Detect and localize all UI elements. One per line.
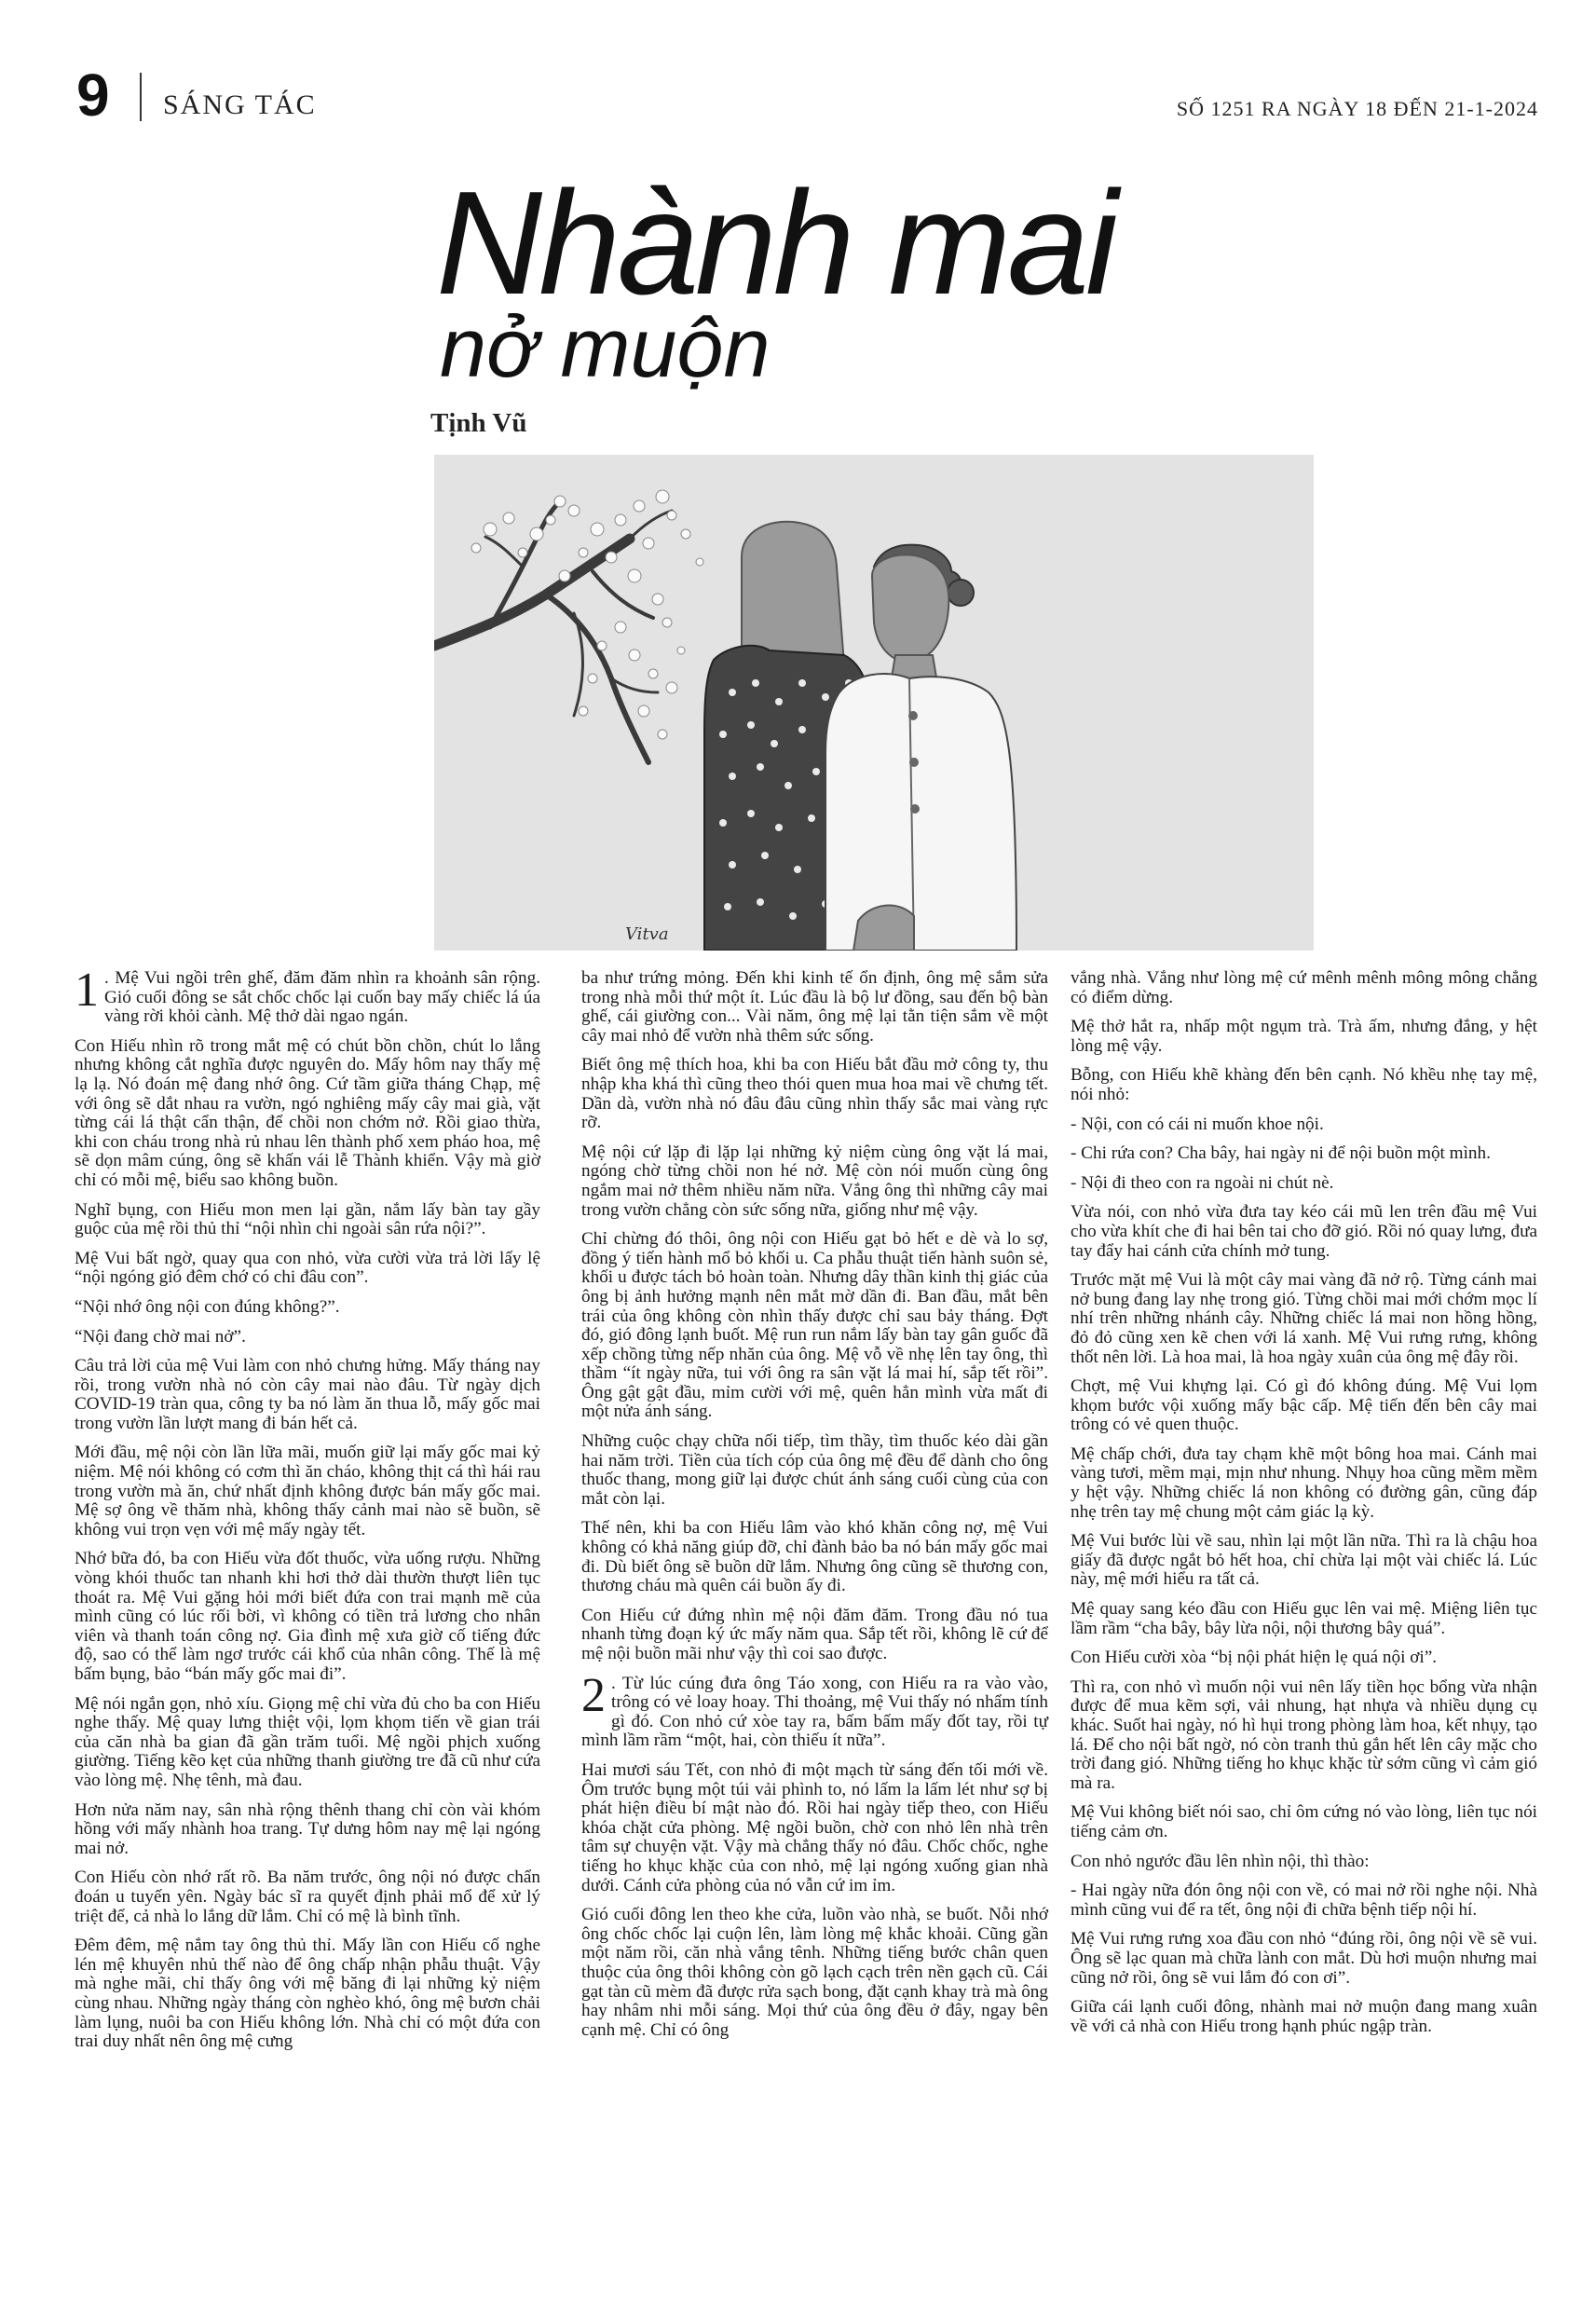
paragraph: Bỗng, con Hiếu khẽ khàng đến bên cạnh. Nó khều nhẹ tay mệ, nói nhỏ: [1071, 1065, 1537, 1104]
paragraph: Mệ Vui bất ngờ, quay qua con nhỏ, vừa cười vừa trả lời lấy lệ “nội ngóng gió đêm chớ có chi đâu con”. [75, 1248, 540, 1288]
paragraph: Hơn nửa năm nay, sân nhà rộng thênh thang chỉ còn vài khóm hồng với mấy nhành hoa trang. Tự dưng hôm nay mệ lại ngóng mai nở. [75, 1799, 540, 1858]
paragraph: Giữa cái lạnh cuối đông, nhành mai nở muộn đang mang xuân về với cả nhà con Hiếu trong hạnh phúc ngập tràn. [1071, 1997, 1537, 2036]
paragraph: Con Hiếu còn nhớ rất rõ. Ba năm trước, ông nội nó được chẩn đoán u tuyến yên. Ngày bác sĩ ra quyết định phải mổ để xử lý triệt để, cả nhà lo lắng dữ lắm. Chỉ có mệ là bình tĩnh. [75, 1867, 540, 1926]
paragraph: Câu trả lời của mệ Vui làm con nhỏ chưng hửng. Mấy tháng nay rồi, trong vườn nhà nó còn cây mai nào đâu. Từ ngày dịch COVID-19 tràn qua, công ty ba nó làm ăn thua lỗ, mấy gốc mai trong vườn lần lượt mang đi bán hết cả. [75, 1356, 540, 1433]
paragraph: Con Hiếu nhìn rõ trong mắt mệ có chút bồn chồn, chút lo lắng nhưng không cắt nghĩa được nguyên do. Mấy hôm nay thấy mệ lạ lạ. Nó đoán mệ đang nhớ ông. Cứ tầm giữa tháng Chạp, mệ với ông sẽ dắt nhau ra vườn, ngó nghiêng mấy cây mai già, vặt từng cái lá thật cẩn thận, để chồi non chớm nở. Rồi giao thừa, khi con cháu trong nhà rủ nhau lên thành phố xem pháo hoa, mệ sẽ dọn mâm cúng, ông sẽ khấn vái lễ Thành khiển. Vậy mà giờ chỉ có mỗi mệ, biểu sao không buồn. [75, 1035, 540, 1190]
paragraph: Con Hiếu cười xòa “bị nội phát hiện lẹ quá nội ơi”. [1071, 1648, 1438, 1668]
article-title-line1: Nhành mai [436, 161, 1115, 325]
paragraph: - Chi rứa con? Cha bây, hai ngày ni để nội buồn một mình. [1071, 1143, 1491, 1164]
paragraph: Mệ Vui rưng rưng xoa đầu con nhỏ “đúng rồi, ông nội về sẽ vui. Ông sẽ lạc quan mà chữa lành con mắt. Dù hơi muộn nhưng mai cũng nở rồi, ông sẽ vui lắm đó con ơi”. [1071, 1929, 1537, 1988]
paragraph: Vừa nói, con nhỏ vừa đưa tay kéo cái mũ len trên đầu mệ Vui cho vừa khít che đi hai bên tai cho đỡ gió. Rồi nó quay lưng, đưa tay đẩy hai cánh cửa chính mở tung. [1071, 1202, 1537, 1261]
paragraph: Nhớ bữa đó, ba con Hiếu vừa đốt thuốc, vừa uống rượu. Những vòng khói thuốc tan nhanh khi hơi thở dài thườn thượt liên tục thoát ra. Mệ Vui gặng hỏi mới biết đứa con trai mạnh mẽ của mình cũng có lúc rối bời, vì không có tiền trả lương cho nhân viên và thanh toán công nợ. Gia đình mệ xưa giờ cố tiếng đức độ, sao có thể làm ngơ trước cái khổ của nhân công. Thế là mệ bấm bụng, bảo “bán mấy gốc mai đi”. [75, 1549, 540, 1684]
paragraph: Gió cuối đông len theo khe cửa, luồn vào nhà, se buốt. Nỗi nhớ ông chốc chốc lại cuộn lên, làm lòng mệ khắc khoải. Cũng gần một năm rồi, căn nhà vắng tênh. Những tiếng bước chân quen thuộc của ông thôi không còn gõ lạch cạch trên nền gạch cũ. Cái gạt tàn cũ mèm đã được rửa sạch bong, đặt cạnh khay trà mà ông hay nhâm nhi mỗi sáng. Mọi thứ của ông đều ở đây, ngay bên cạnh mệ. Chỉ có ông [581, 1905, 1048, 2040]
paragraph: Con Hiếu cứ đứng nhìn mệ nội đăm đăm. Trong đầu nó tua nhanh từng đoạn ký ức mấy năm qua. Sắp tết rồi, không lẽ cứ để mệ nội buồn mãi như vậy thì coi sao được. [581, 1605, 1048, 1663]
paragraph: Mệ Vui không biết nói sao, chỉ ôm cứng nó vào lòng, liên tục nói tiếng cảm ơn. [1071, 1802, 1537, 1841]
paragraph: Hai mươi sáu Tết, con nhỏ đi một mạch từ sáng đến tối mới về. Ôm trước bụng một túi vải phình to, nó lấm la lấm lét như sợ bị phát hiện điều bí mật nào đó. Rồi hai ngày tiếp theo, con Hiếu khóa chặt cửa phòng. Mệ ngồi buồn, chờ con nhỏ lên nhà trên tâm sự chuyện vặt. Vậy mà chẳng thấy nó đâu. Chốc chốc, nghe tiếng ho khục khặc của con nhỏ, mệ lại ngóng xuống gian nhà dưới. Cánh cửa phòng của nó vẫn cứ im ỉm. [581, 1759, 1048, 1895]
article-column-3 [1071, 969, 1537, 2046]
section-name: SÁNG TÁC [163, 89, 317, 120]
section-dropcap: 1 [75, 964, 99, 1017]
paragraph: vắng nhà. Vắng như lòng mệ cứ mênh mênh mông mông chẳng có điểm dừng. [1071, 968, 1537, 1007]
paragraph: Đêm đêm, mệ nắm tay ông thủ thỉ. Mấy lần con Hiếu cố nghe lén mệ khuyên nhủ thế nào để ông chấp nhận phẫu thuật. Vậy mà nghe mãi, chỉ thấy ông với mệ băng đi lại những kỷ niệm cùng nhau. Những ngày tháng còn nghèo khó, ông mệ bươn chải làm lụng, nuôi ba con Hiếu không lớn. Nhà chỉ có một đứa con trai duy nhất nên ông mệ cưng [75, 1936, 540, 2052]
paragraph: Mệ thở hắt ra, nhấp một ngụm trà. Trà ấm, nhưng đắng, y hệt lòng mệ vậy. [1071, 1017, 1537, 1056]
issue-info: SỐ 1251 RA NGÀY 18 ĐẾN 21-1-2024 [1176, 97, 1538, 120]
article-title-line2: nở muộn [440, 302, 771, 395]
paragraph: Mệ Vui bước lùi về sau, nhìn lại một lần nữa. Thì ra là chậu hoa giấy đã được ngắt bỏ hết hoa, chỉ chừa lại một vài chiếc lá. Lúc này, mệ mới hiểu ra tất cả. [1071, 1531, 1537, 1590]
article-column-2 [581, 969, 1048, 2050]
paragraph: Mệ nội cứ lặp đi lặp lại những kỷ niệm cùng ông vặt lá mai, ngóng chờ từng chồi non hé nở. Mệ còn nói muốn cùng ông ngắm mai nở thêm nhiều năm nữa. Vắng ông thì những cây mai trong vườn chẳng còn sức sống nữa, giống như mệ vậy. [581, 1142, 1048, 1220]
paragraph: 1 . Mệ Vui ngồi trên ghế, đăm đăm nhìn ra khoảnh sân rộng. Gió cuối đông se sắt chốc chốc lại cuốn bay mấy chiếc lá úa vàng rời khỏi cành. Mệ thở dài ngao ngán. [75, 964, 540, 1027]
section-dropcap: 2 [581, 1668, 606, 1722]
paragraph: Mới đầu, mệ nội còn lần lữa mãi, muốn giữ lại mấy gốc mai kỷ niệm. Mệ nói không có cơm thì ăn cháo, không thịt cá thì hái rau trong vườn mà ăn, chứ nhất định không được bán mấy gốc mai. Mệ sợ ông về thăm nhà, không thấy cảnh mai nào sẽ buồn, sẽ không vui trọn vẹn với mệ mấy ngày tết. [75, 1443, 540, 1539]
article-author: Tịnh Vũ [430, 408, 527, 438]
paragraph: “Nội đang chờ mai nở”. [75, 1326, 246, 1347]
paragraph: ba như trứng mỏng. Đến khi kinh tế ổn định, ông mệ sắm sửa trong nhà mỗi thứ một ít. Lúc đầu là bộ lư đồng, sau đến bộ bàn ghế, cái giường con... Vài năm, ông mệ lại tằn tiện sắm về một cây mai nhỏ để vườn nhà thêm sức sống. [581, 968, 1048, 1046]
paragraph: Nghĩ bụng, con Hiếu mon men lại gần, nắm lấy bàn tay gầy guộc của mệ rồi thủ thỉ “nội nhìn chi ngoài sân rứa nội?”. [75, 1199, 540, 1239]
paragraph: Chỉ chừng đó thôi, ông nội con Hiếu gạt bỏ hết e dè và lo sợ, đồng ý tiến hành mổ bỏ khối u. Ca phẫu thuật tiến hành suôn sẻ, khối u được tách bỏ hoàn toàn. Nhưng dây thần kinh thị giác của ông bị ảnh hưởng mạnh nên mắt mờ dần đi. Ban đầu, mắt bên trái của ông không còn nhìn thấy được chỉ sau bảy tháng. Đợt đó, gió đông lạnh buốt. Mệ run run nắm lấy bàn tay gân guốc đã xếp chồng từng nếp nhăn của ông. Mệ vỗ về nhẹ lên tay ông, thì thầm “ít ngày nữa, tui với ông ra sân vặt lá mai hí, sắp tết rồi”. Ông gật gật đầu, mỉm cười với mệ, quên hẳn mình vừa mất đi một nửa ánh sáng. [581, 1229, 1048, 1422]
paragraph: Thì ra, con nhỏ vì muốn nội vui nên lấy tiền học bổng vừa nhận được để mua kẽm sợi, vải nhung, hạt nhựa và nhiều dụng cụ khác. Suốt hai ngày, nó hì hụi trong phòng làm hoa, kết nhụy, tạo lá. Để cho nội bất ngờ, nó còn tranh thủ gắn hết lên cây mặc cho trời đang gió. Những tiếng ho khục khặc từ sớm cũng vì cảm gió mà ra. [1071, 1676, 1537, 1793]
paragraph: Trước mặt mệ Vui là một cây mai vàng đã nở rộ. Từng cánh mai nở bung đang lay nhẹ trong gió. Từng chồi mai mới chớm mọc lí nhí trên những nhánh cây. Những chiếc lá mai non hồng hồng, đỏ đỏ cũng xen kẽ chen với lá xanh. Mệ Vui rưng rưng, không thốt nên lời. Là hoa mai, là hoa ngày xuân của ông mệ đây rồi. [1071, 1270, 1537, 1367]
paragraph: Thế nên, khi ba con Hiếu lâm vào khó khăn công nợ, mệ Vui không có khả năng giúp đỡ, chỉ đành bảo ba nó bán mấy gốc mai đi. Dù biết ông sẽ buồn dữ lắm. Nhưng ông cũng sẽ thương con, thương cháu mà quên cái buồn ấy đi. [581, 1518, 1048, 1596]
article-column-1 [75, 964, 540, 2062]
paragraph: - Hai ngày nữa đón ông nội con về, có mai nở rồi nghe nội. Nhà mình cũng vui để ra tết, ông nội đi chữa bệnh tiếp nội hí. [1071, 1881, 1537, 1920]
paragraph: - Nội, con có cái ni muốn khoe nội. [1071, 1114, 1324, 1134]
page-number: 9 [76, 62, 110, 129]
paragraph: Biết ông mệ thích hoa, khi ba con Hiếu bắt đầu mở công ty, thu nhập kha khá thì cũng theo thói quen mua hoa mai về chưng tết. Dần dà, vườn nhà nó đâu đâu cũng nhìn thấy sắc mai vàng rực rỡ. [581, 1055, 1048, 1133]
header-divider [140, 73, 142, 121]
illustration-signature: Vitva [625, 924, 669, 944]
paragraph: Chợt, mệ Vui khựng lại. Có gì đó không đúng. Mệ Vui lọm khọm bước vội xuống mấy bậc cấp. Mệ tiến đến bên cây mai trông có vẻ quen thuộc. [1071, 1376, 1537, 1435]
paragraph: Con nhỏ ngước đầu lên nhìn nội, thì thào: [1071, 1851, 1370, 1871]
paragraph: 2 . Từ lúc cúng đưa ông Táo xong, con Hiếu ra ra vào vào, trông có vẻ loay hoay. Thi thoảng, mệ Vui thấy nó nhẩm tính gì đó. Con nhỏ cứ xòe tay ra, bấm bấm mấy đốt tay, rồi tự mình lầm rầm “một, hai, còn thiếu ít nữa”. [581, 1668, 1048, 1751]
paragraph: Mệ nói ngắn gọn, nhỏ xíu. Giọng mệ chỉ vừa đủ cho ba con Hiếu nghe thấy. Mệ quay lưng thiệt vội, lọm khọm tiến về gian trái của căn nhà ba gian đã gần trăm tuổi. Mệ ngồi phịch xuống giường. Tiếng kẽo kẹt của những thanh giường tre đã cũ như cứa vào lòng mệ. Nhẹ tênh, mà đau. [75, 1693, 540, 1790]
paragraph: “Nội nhớ ông nội con đúng không?”. [75, 1296, 340, 1317]
paragraph: Những cuộc chạy chữa nối tiếp, tìm thầy, tìm thuốc kéo dài gần hai năm trời. Tiền của tích cóp của ông mệ đều để dành cho ông thuốc thang, mong giữ lại được chút ánh sáng cuối cùng của con mắt còn lại. [581, 1431, 1048, 1509]
paragraph: - Nội đi theo con ra ngoài ni chút nè. [1071, 1172, 1334, 1193]
paragraph: Mệ quay sang kéo đầu con Hiếu gục lên vai mệ. Miệng liên tục lầm rầm “cha bây, bây lừa nội, nội thương bây quá”. [1071, 1599, 1537, 1638]
article-illustration [434, 455, 1314, 951]
paragraph: Mệ chấp chới, đưa tay chạm khẽ một bông hoa mai. Cánh mai vàng tươi, mềm mại, mịn như nhung. Nhụy hoa cũng mềm mềm y hệt vậy. Những chiếc lá non không có đường gân, cũng đáp nhẹ trên tay mệ chung một cảm giác lạ kỳ. [1071, 1443, 1537, 1522]
